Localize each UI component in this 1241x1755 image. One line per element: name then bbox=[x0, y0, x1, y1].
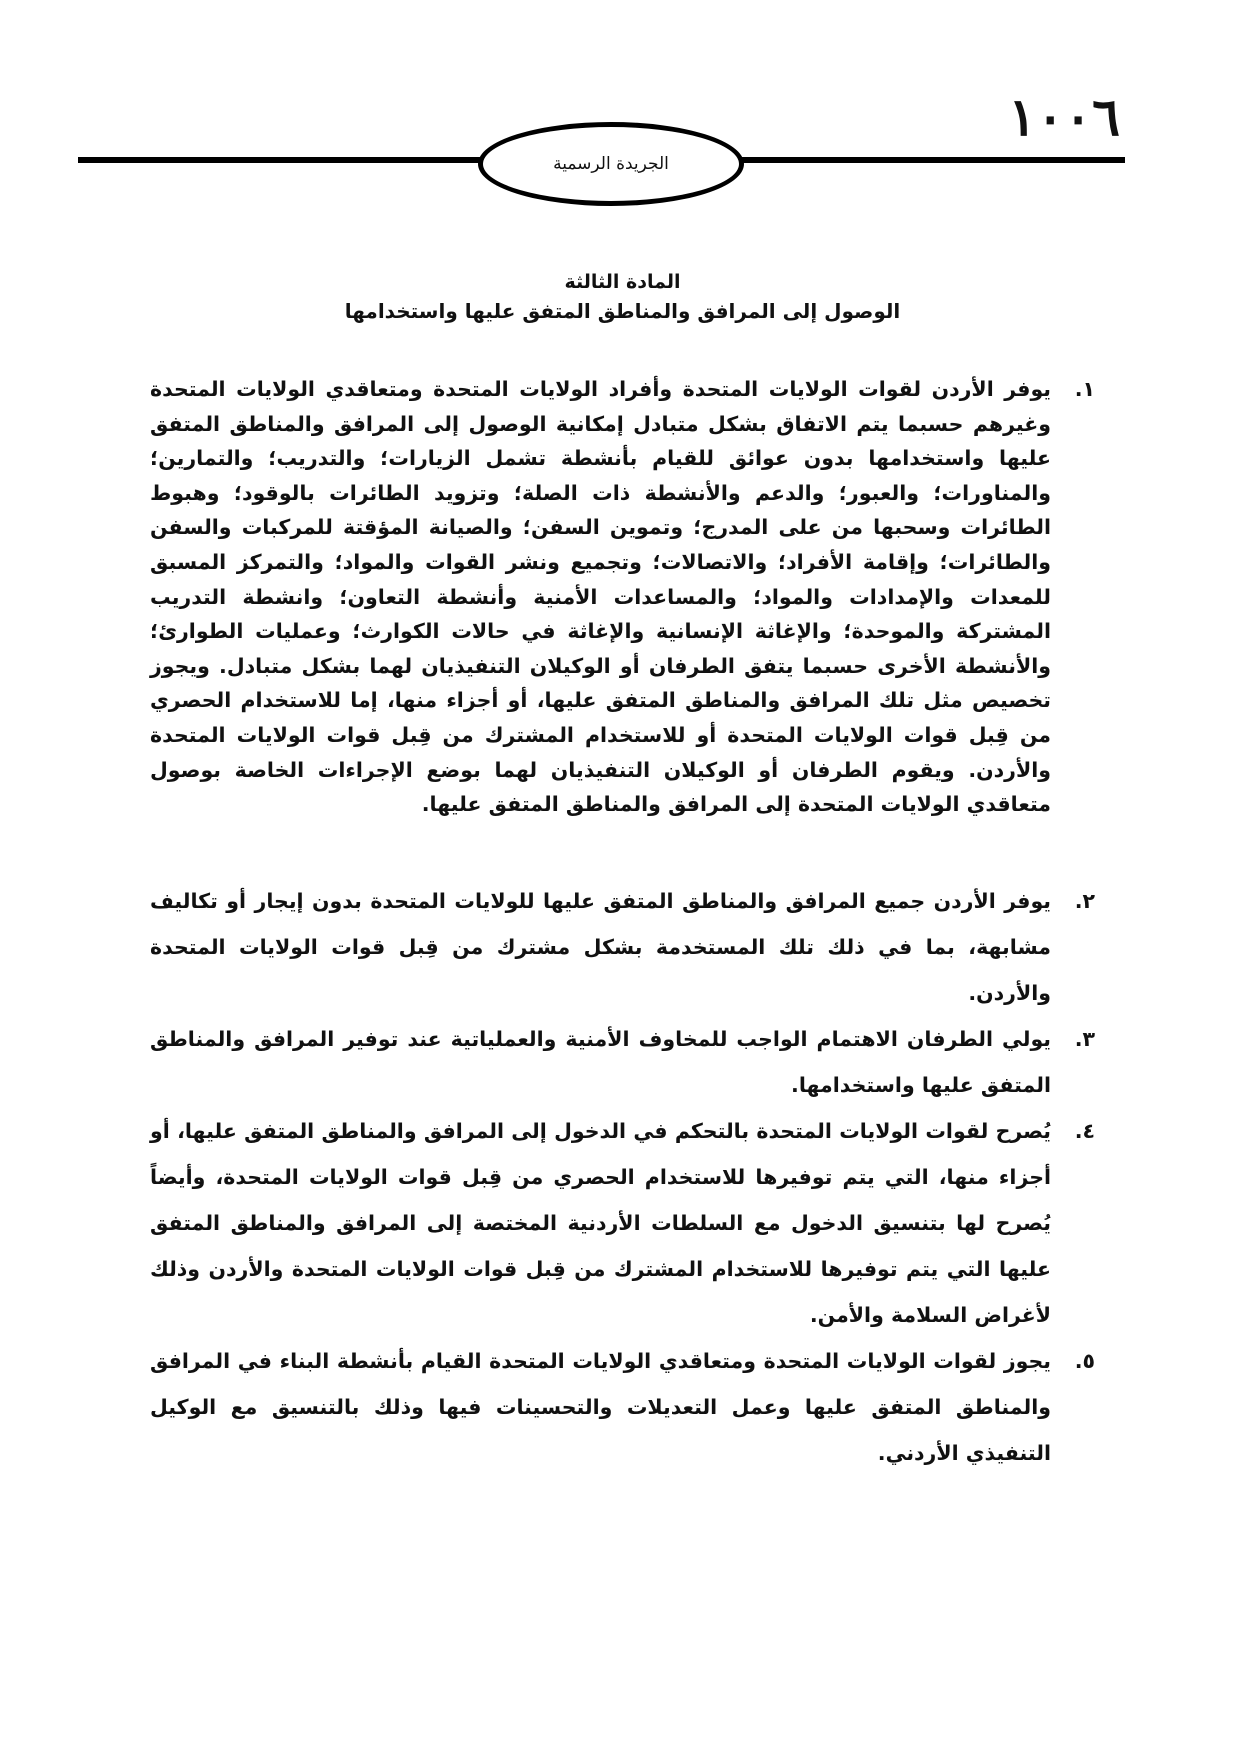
clause-text: يوفر الأردن لقوات الولايات المتحدة وأفراد الولايات المتحدة ومتعاقدي الولايات المتحدة وغيرهم حسبما يتم الاتفاق بشكل متبادل إمكانية الوصول إلى المرافق والمناطق المتفق عليها واستخدامها بدون عوائق للقيام بأنشطة تشمل الزيارات؛ والتدريب؛ والتمارين؛ والمناورات؛ والعبور؛ والدعم والأنشطة ذات الصلة؛ وتزويد الطائرات بالوقود؛ وهبوط الطائرات وسحبها من على المدرج؛ وتموين السفن؛ والصيانة المؤقتة للمركبات والسفن والطائرات؛ وإقامة الأفراد؛ والاتصالات؛ وتجميع ونشر القوات والمواد؛ والتمركز المسبق للمعدات والإمدادات والمواد؛ والمساعدات الأمنية وأنشطة التعاون؛ وانشطة التدريب المشتركة والموحدة؛ والإغاثة الإنسانية والإغاثة في حالات الكوارث؛ وعمليات الطوارئ؛ والأنشطة الأخرى حسبما يتفق الطرفان أو الوكيلان التنفيذيان لهما بشكل متبادل. ويجوز تخصيص مثل تلك المرافق والمناطق المتفق عليها، أو أجزاء منها، إما للاستخدام الحصري من قِبل قوات الولايات المتحدة أو للاستخدام المشترك من قِبل قوات الولايات المتحدة والأردن. ويقوم الطرفان أو الوكيلان التنفيذيان لهما بوضع الإجراءات الخاصة بوصول متعاقدي الولايات المتحدة إلى المرافق والمناطق المتفق عليها. bbox=[150, 377, 1051, 817]
clause-text: يولي الطرفان الاهتمام الواجب للمخاوف الأمنية والعملياتية عند توفير المرافق والمناطق المتفق عليها واستخدامها. bbox=[150, 1026, 1051, 1097]
article-number: المادة الثالثة bbox=[564, 271, 681, 293]
clause-item bbox=[150, 372, 1095, 822]
clause-text: يوفر الأردن جميع المرافق والمناطق المتفق عليها للولايات المتحدة بدون إيجار أو تكاليف مشابهة، بما في ذلك تلك المستخدمة بشكل مشترك من قِبل قوات الولايات المتحدة والأردن. bbox=[150, 888, 1051, 1005]
clause-item bbox=[150, 1338, 1095, 1476]
clause-number: ١. bbox=[1074, 377, 1095, 401]
clause-item bbox=[150, 878, 1095, 1016]
article-heading bbox=[150, 268, 1095, 326]
publication-title: الجريدة الرسمية bbox=[553, 154, 669, 174]
article-title: الوصول إلى المرافق والمناطق المتفق عليها واستخدامها bbox=[344, 299, 901, 323]
clause-number: ٥. bbox=[1074, 1348, 1095, 1373]
publication-title-oval bbox=[478, 122, 744, 206]
clause-number: ٤. bbox=[1074, 1118, 1095, 1143]
clause-number: ٢. bbox=[1074, 888, 1095, 913]
page-number: ١٠٠٦ bbox=[1008, 87, 1120, 148]
clause-text: يجوز لقوات الولايات المتحدة ومتعاقدي الولايات المتحدة القيام بأنشطة البناء في المرافق والمناطق المتفق عليها وعمل التعديلات والتحسينات فيها وذلك بالتنسيق مع الوكيل التنفيذي الأردني. bbox=[150, 1348, 1051, 1465]
clause-item bbox=[150, 1016, 1095, 1108]
clause-number: ٣. bbox=[1074, 1026, 1095, 1051]
clause-text: يُصرح لقوات الولايات المتحدة بالتحكم في الدخول إلى المرافق والمناطق المتفق عليها، أو أجزاء منها، التي يتم توفيرها للاستخدام الحصري من قِبل قوات الولايات المتحدة، وأيضاً يُصرح لها بتنسيق الدخول مع السلطات الأردنية المختصة إلى المرافق والمناطق المتفق عليها التي يتم توفيرها للاستخدام المشترك من قِبل قوات الولايات المتحدة والأردن وذلك لأغراض السلامة والأمن. bbox=[150, 1118, 1051, 1327]
clause-list bbox=[150, 372, 1095, 1476]
clause-item bbox=[150, 1108, 1095, 1338]
